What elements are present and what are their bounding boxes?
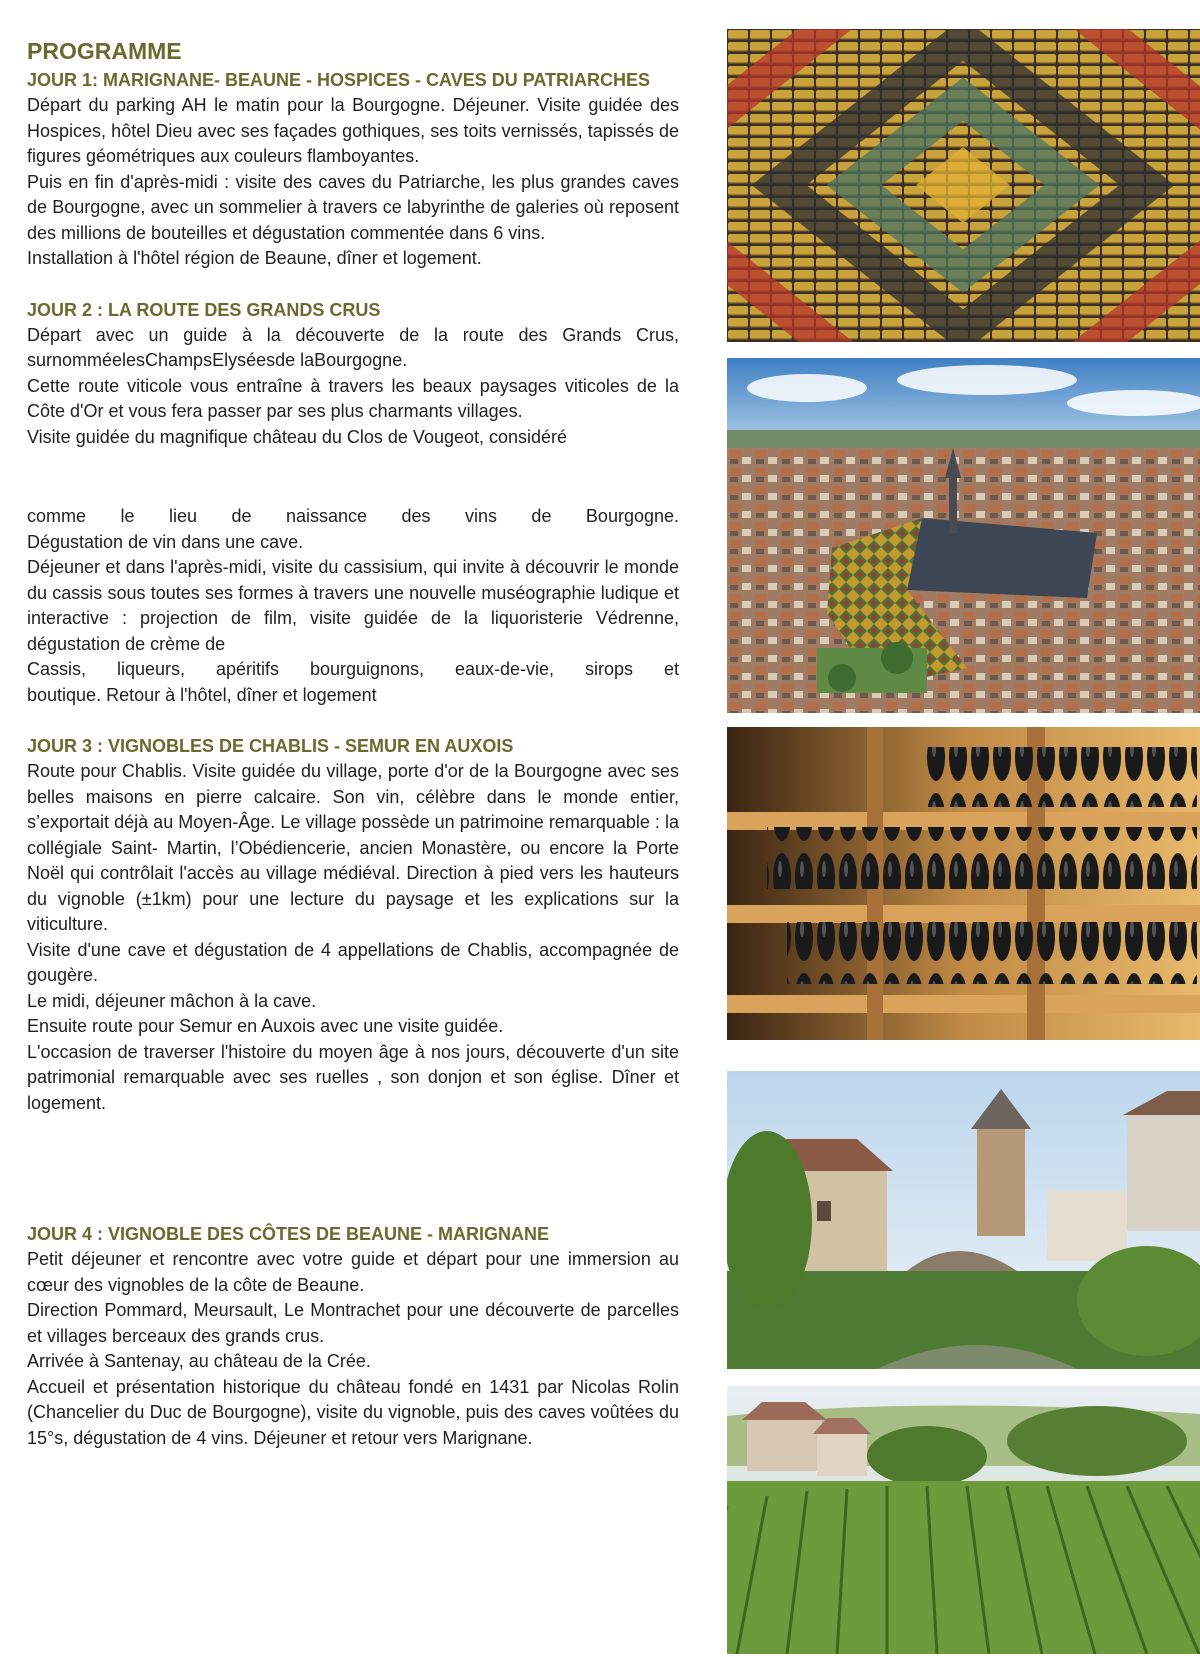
day4-paragraph-2: Direction Pommard, Meursault, Le Montrachet pour une découverte de parcelles et villages berceaux des grands crus. [27,1300,679,1346]
vineyard-landscape-photo [727,1386,1200,1654]
day3-heading: JOUR 3 : VIGNOBLES DE CHABLIS - SEMUR EN AUXOIS [27,736,514,756]
beaune-hospices-aerial-photo [727,358,1200,713]
day1-paragraph-1: Départ du parking AH le matin pour la Bourgogne. Déjeuner. Visite guidée des Hospices, hôtel Dieu avec ses façades gothiques, ses toits vernissés, tapissés de figures géométriques aux couleurs flamboyantes. [27,95,679,166]
glazed-roof-tiles-photo [727,29,1200,342]
day3-paragraph-4: Ensuite route pour Semur en Auxois avec une visite guidée. [27,1016,504,1036]
day1-paragraph-3: Installation à l'hôtel région de Beaune, dîner et logement. [27,248,482,268]
wine-cellar-bottles-photo [727,727,1200,1040]
day1-heading: JOUR 1: MARIGNANE- BEAUNE - HOSPICES - CAVES DU PATRIARCHES [27,70,651,90]
day2-paragraph-7: Cassis, liqueurs, apéritifs bourguignons, eaux-de-vie, sirops et [27,659,679,679]
day4-paragraph-4: Accueil et présentation historique du château fondé en 1431 par Nicolas Rolin (Chancelier du Duc de Bourgogne), visite du vignoble, puis des caves voûtées du 15°s, dégustation de 4 vins. Déjeuner et retour vers Marignane. [27,1376,679,1448]
day2-heading: JOUR 2 : LA ROUTE DES GRANDS CRUS [27,299,381,320]
programme-title: PROGRAMME [27,38,182,64]
day2-paragraph-6: Déjeuner et dans l'après-midi, visite du cassisium, qui invite à découvrir le monde du cassis sous toutes ses formes à travers une nouvelle muséographie ludique et interactive : projection de film, visite guidée de la liquoristerie Védrenne, dégustation de crème de [27,557,679,654]
day3-paragraph-1: Route pour Chablis. Visite guidée du village, porte d'or de la Bourgogne avec ses belles maisons en pierre calcaire. Son vin, célèbre dans le monde entier, s’exportait déjà au Moyen-Âge. Le village possède un patrimoine remarquable : la collégiale Saint- Martin, l’Obédiencerie, ancien Monastère, ou encore la Porte Noël qui contrôlait l'accès au village médiéval. Direction à pied vers les hauteurs du vignoble (±1km) pour une lecture du paysage et les explications sur la viticulture. [27,761,679,934]
day3-paragraph-2: Visite d'une cave et dégustation de 4 appellations de Chablis, accompagnée de gougère. [27,939,679,985]
day4-heading: JOUR 4 : VIGNOBLE DES CÔTES DE BEAUNE - MARIGNANE [27,1224,550,1244]
day3-paragraph-3: Le midi, déjeuner mâchon à la cave. [27,990,317,1011]
programme-text-column [27,36,679,1451]
day2-paragraph-3: Visite guidée du magnifique château du Clos de Vougeot, considéré [27,426,568,447]
day3-paragraph-5: L'occasion de traverser l'histoire du moyen âge à nos jours, découverte d'un site patrimonial remarquable avec ses ruelles , son donjon et son église. Dîner et logement. [27,1041,679,1113]
semur-en-auxois-village-photo [727,1071,1200,1369]
day4-paragraph-1: Petit déjeuner et rencontre avec votre guide et départ pour une immersion au cœur des vignobles de la côte de Beaune. [27,1249,679,1295]
day2-paragraph-5: Dégustation de vin dans une cave. [27,531,304,552]
day2-paragraph-2: Cette route viticole vous entraîne à travers les beaux paysages viticoles de la Côte d'Or et vous fera passer par ses plus charmants villages. [27,375,679,421]
day2-paragraph-1: Départ avec un guide à la découverte de la route des Grands Crus, surnomméelesChampsElyséesde laBourgogne. [27,324,679,370]
day4-paragraph-3: Arrivée à Santenay, au château de la Crée. [27,1351,371,1371]
day2-paragraph-4: comme le lieu de naissance des vins de Bourgogne. [27,506,679,526]
day1-paragraph-2: Puis en fin d'après-midi : visite des caves du Patriarche, les plus grandes caves de Bourgogne, avec un sommelier à travers ce labyrinthe de galeries où reposent des millions de bouteilles et dégustation commentée dans 6 vins. [27,171,679,243]
day2-paragraph-8: boutique. Retour à l'hôtel, dîner et logement [27,684,377,705]
photo-column [727,0,1200,1657]
